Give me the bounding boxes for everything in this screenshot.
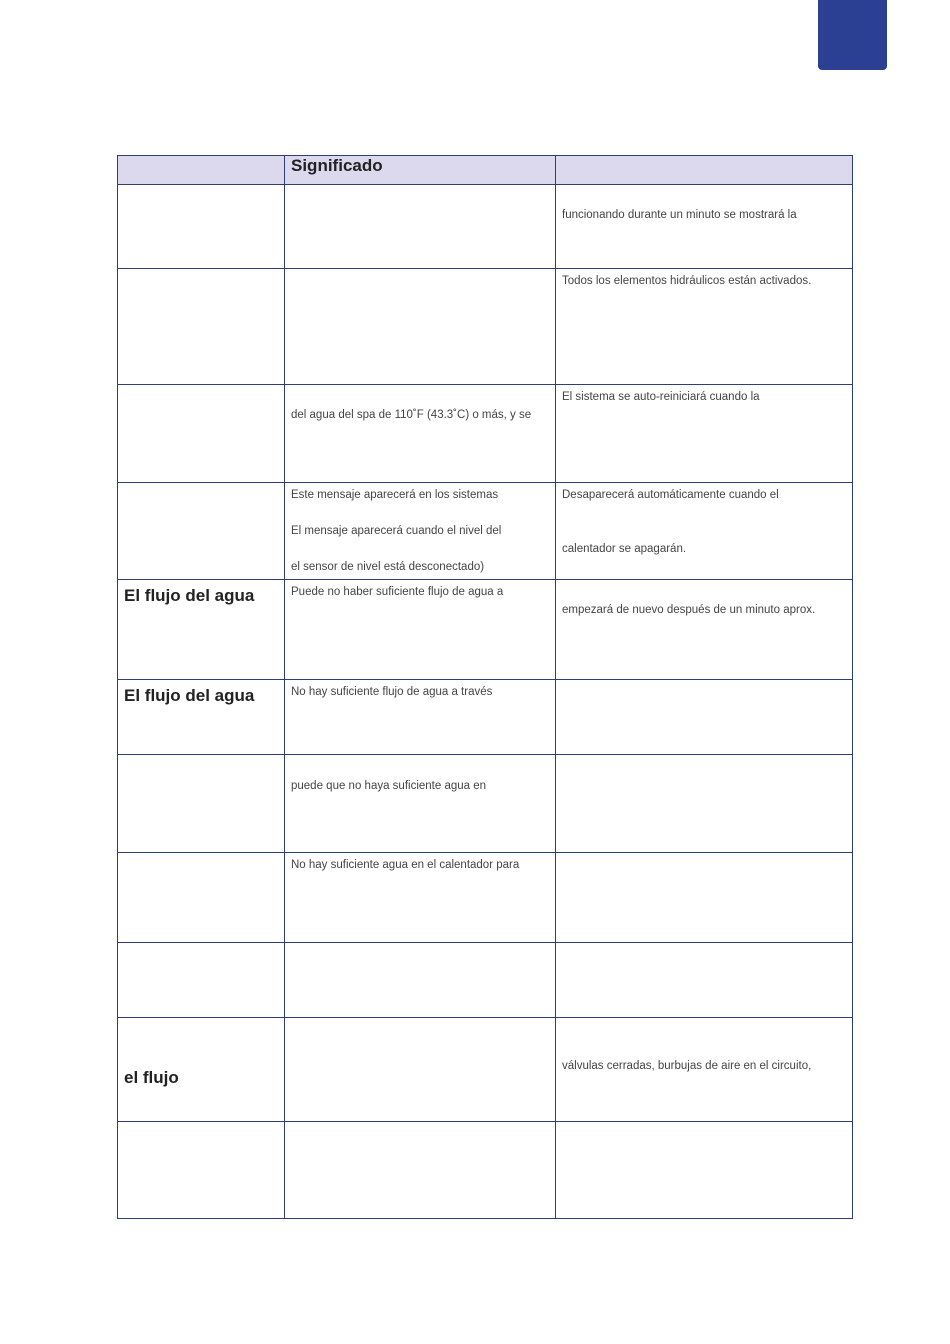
row4-c1-label: El flujo del agua <box>124 586 255 605</box>
row2-c2-line0: del agua del spa de 110˚F (43.3˚C) o más, y se <box>291 409 532 421</box>
error-codes-table <box>117 155 853 1219</box>
table-row <box>118 1122 853 1219</box>
row5-c1-label: El flujo del agua <box>124 686 255 705</box>
row3-c2-line0: Este mensaje aparecerá en los sistemas <box>291 489 499 501</box>
row3-c2-line2: el sensor de nivel está desconectado) <box>291 561 485 573</box>
row4-c2-line0: Puede no haber suficiente flujo de agua a <box>291 586 504 598</box>
page-corner-tab <box>818 0 887 70</box>
table-row <box>118 483 853 580</box>
table-row <box>118 385 853 483</box>
table-header-row <box>118 156 853 185</box>
row3-c3-line1: calentador se apagarán. <box>562 543 687 555</box>
row3-c2-line1: El mensaje aparecerá cuando el nivel del <box>291 525 502 537</box>
row1-c3-line0: Todos los elementos hidráulicos están activados. <box>562 275 812 287</box>
row6-c2-line0: puede que no haya suficiente agua en <box>291 780 487 792</box>
table-row <box>118 1018 853 1122</box>
row4-c3-line0: empezará de nuevo después de un minuto aprox. <box>562 604 816 616</box>
table-row <box>118 853 853 943</box>
row3-c3-line0: Desaparecerá automáticamente cuando el <box>562 489 779 501</box>
header-significado: Significado <box>285 156 556 185</box>
header-col3 <box>556 156 853 185</box>
row9-c3-line0: válvulas cerradas, burbujas de aire en el circuito, <box>562 1060 812 1072</box>
row7-c2-line0: No hay suficiente agua en el calentador para <box>291 859 520 871</box>
row9-c1-label: el flujo <box>124 1068 179 1087</box>
row5-c2-line0: No hay suficiente flujo de agua a través <box>291 686 493 698</box>
header-col1 <box>118 156 285 185</box>
table-row <box>118 185 853 269</box>
table-row <box>118 755 853 853</box>
row0-c3-line0: funcionando durante un minuto se mostrará la <box>562 209 797 221</box>
row2-c3-line0: El sistema se auto-reiniciará cuando la <box>562 391 760 403</box>
table-row <box>118 680 853 755</box>
table-row <box>118 943 853 1018</box>
table-row <box>118 580 853 680</box>
table-row <box>118 269 853 385</box>
